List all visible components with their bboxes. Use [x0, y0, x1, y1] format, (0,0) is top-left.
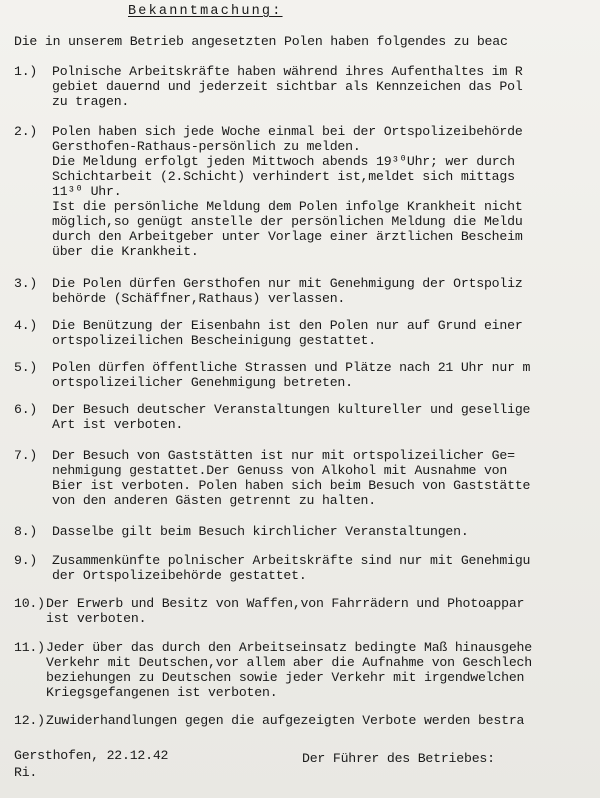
item-text-line: Zusammenkünfte polnischer Arbeitskräfte sind nur mit Genehmigu: [52, 553, 531, 568]
intro-text: Die in unserem Betrieb angesetzten Polen haben folgendes zu beac: [14, 34, 508, 49]
reference-initials: Ri.: [14, 765, 38, 780]
item-text-line: Der Erwerb und Besitz von Waffen,von Fahrrädern und Photoappar: [46, 596, 525, 611]
item-number: 9.): [14, 553, 38, 568]
document-title: Bekanntmachung:: [128, 4, 283, 19]
item-text-line: Jeder über das durch den Arbeitseinsatz bedingte Maß hinausgehe: [46, 640, 532, 655]
item-text-line: von den anderen Gästen getrennt zu halten.: [52, 493, 376, 508]
item-text-line: Die Meldung erfolgt jeden Mittwoch abends 19³⁰Uhr; wer durch: [52, 154, 515, 169]
item-text-line: Zuwiderhandlungen gegen die aufgezeigten Verbote werden bestra: [46, 713, 525, 728]
item-text-line: Der Besuch deutscher Veranstaltungen kultureller und gesellige: [52, 402, 531, 417]
item-text-line: Polnische Arbeitskräfte haben während ihres Aufenthaltes im R: [52, 64, 523, 79]
item-text-line: Ist die persönliche Meldung dem Polen infolge Krankheit nicht: [52, 199, 523, 214]
item-text-line: möglich,so genügt anstelle der persönlichen Meldung die Meldu: [52, 214, 523, 229]
place-date: Gersthofen, 22.12.42: [14, 748, 169, 763]
item-number: 4.): [14, 318, 38, 333]
item-text-line: Polen dürfen öffentliche Strassen und Plätze nach 21 Uhr nur m: [52, 360, 531, 375]
item-text-line: ortspolizeilichen Bescheinigung gestattet.: [52, 333, 376, 348]
item-number: 5.): [14, 360, 38, 375]
item-text-line: beziehungen zu Deutschen sowie jeder Verkehr mit irgendwelchen: [46, 670, 525, 685]
item-text-line: Art ist verboten.: [52, 417, 184, 432]
item-text-line: Schichtarbeit (2.Schicht) verhindert ist,meldet sich mittags: [52, 169, 515, 184]
item-number: 11.): [14, 640, 45, 655]
item-text-line: Polen haben sich jede Woche einmal bei der Ortspolizeibehörde: [52, 124, 523, 139]
item-text-line: gebiet dauernd und jederzeit sichtbar als Kennzeichen das Pol: [52, 79, 523, 94]
item-text-line: ortspolizeilicher Genehmigung betreten.: [52, 375, 353, 390]
item-text-line: Die Polen dürfen Gersthofen nur mit Genehmigung der Ortspoliz: [52, 276, 523, 291]
item-text-line: Verkehr mit Deutschen,vor allem aber die Aufnahme von Geschlech: [46, 655, 532, 670]
item-number: 3.): [14, 276, 38, 291]
signature-label: Der Führer des Betriebes:: [302, 751, 495, 766]
item-text-line: Der Besuch von Gaststätten ist nur mit ortspolizeilicher Ge=: [52, 448, 515, 463]
item-text-line: Kriegsgefangenen ist verboten.: [46, 685, 278, 700]
item-number: 8.): [14, 524, 38, 539]
item-text-line: nehmigung gestattet.Der Genuss von Alkohol mit Ausnahme von: [52, 463, 508, 478]
item-text-line: 11³⁰ Uhr.: [52, 184, 122, 199]
item-text-line: Gersthofen-Rathaus-persönlich zu melden.: [52, 139, 361, 154]
item-number: 2.): [14, 124, 38, 139]
item-text-line: durch den Arbeitgeber unter Vorlage einer ärztlichen Bescheim: [52, 229, 523, 244]
item-text-line: Dasselbe gilt beim Besuch kirchlicher Veranstaltungen.: [52, 524, 469, 539]
item-text-line: über die Krankheit.: [52, 244, 199, 259]
item-text-line: Bier ist verboten. Polen haben sich beim Besuch von Gaststätte: [52, 478, 531, 493]
item-text-line: zu tragen.: [52, 94, 130, 109]
item-text-line: der Ortspolizeibehörde gestattet.: [52, 568, 307, 583]
item-number: 12.): [14, 713, 45, 728]
item-text-line: behörde (Schäffner,Rathaus) verlassen.: [52, 291, 346, 306]
item-number: 7.): [14, 448, 38, 463]
item-text-line: ist verboten.: [46, 611, 147, 626]
item-text-line: Die Benützung der Eisenbahn ist den Polen nur auf Grund einer: [52, 318, 523, 333]
item-number: 1.): [14, 64, 38, 79]
item-number: 6.): [14, 402, 38, 417]
item-number: 10.): [14, 596, 45, 611]
